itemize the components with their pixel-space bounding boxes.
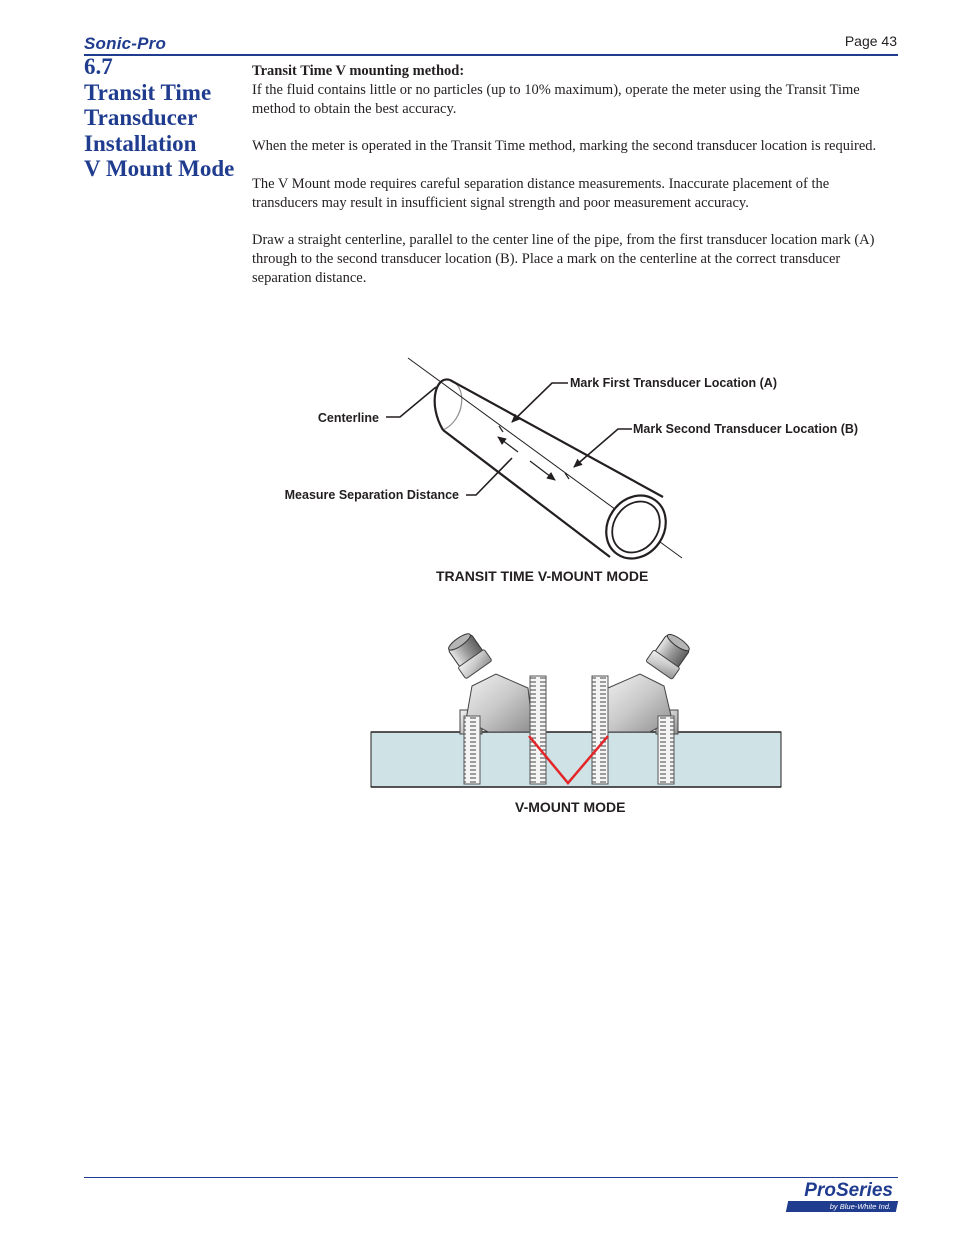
centerline-label: Centerline — [317, 411, 379, 425]
mark-b-label: Mark Second Transducer Location (B) — [633, 422, 859, 436]
section-title-line: Transducer — [84, 105, 198, 131]
figure2-caption: V-MOUNT MODE — [515, 799, 626, 815]
transducer-left — [444, 629, 533, 734]
strap — [658, 716, 674, 784]
brand-title: Sonic-Pro — [84, 34, 167, 53]
mark-a-label: Mark First Transducer Location (A) — [570, 376, 777, 390]
section-title-line: Transit Time — [84, 79, 212, 105]
pipe-front-rim — [594, 484, 678, 570]
paragraph-1-text: If the fluid contains little or no particles (up to 10% maximum), operate the meter using the Transit Time method to obtain the best accuracy. — [252, 81, 860, 117]
v-mount-figure — [368, 628, 784, 793]
section-title-line: V Mount Mode — [84, 156, 235, 182]
pipe-section — [371, 732, 781, 787]
logo-subtitle: by Blue-White Ind. — [829, 1202, 891, 1211]
paragraph-4: Draw a straight centerline, parallel to the center line of the pipe, from the first transducer location mark (A) through to the second transducer location (B). Place a mark on the centerline at the correct transducer separation distance. — [252, 232, 875, 286]
section-heading — [84, 54, 254, 182]
centerline-leader — [386, 387, 436, 417]
strap — [464, 716, 480, 784]
figure1-caption: TRANSIT TIME V-MOUNT MODE — [436, 568, 649, 584]
pipe-bottom-edge — [443, 430, 610, 557]
footer-rule — [84, 1177, 898, 1178]
pipe-back-end-curve — [443, 380, 462, 430]
section-title-line: Installation — [84, 130, 197, 156]
strap — [530, 676, 546, 784]
strap — [592, 676, 608, 784]
body-text — [252, 62, 898, 306]
proseries-logo — [783, 1180, 897, 1212]
logo-wordmark: ProSeries — [804, 1180, 893, 1201]
measure-label: Measure Separation Distance — [284, 488, 459, 502]
measure-arrow — [498, 437, 518, 452]
pipe-top-edge — [450, 380, 663, 497]
page-number: Page 43 — [844, 33, 897, 49]
subheading: Transit Time V mounting method: — [252, 63, 465, 79]
pipe-centerline-figure — [250, 350, 900, 570]
section-number: 6.7 — [84, 54, 113, 79]
paragraph-1 — [252, 62, 898, 118]
transducer-right — [604, 630, 694, 734]
measure-arrow — [530, 461, 555, 480]
paragraph-2: When the meter is operated in the Transit Time method, marking the second transducer location is required. — [252, 138, 877, 155]
mark-a-leader — [512, 383, 568, 422]
mark-b-leader — [574, 429, 632, 467]
paragraph-3: The V Mount mode requires careful separation distance measurements. Inaccurate placement of the transducers may result in insufficient signal strength and poor measurement accuracy. — [252, 175, 830, 211]
